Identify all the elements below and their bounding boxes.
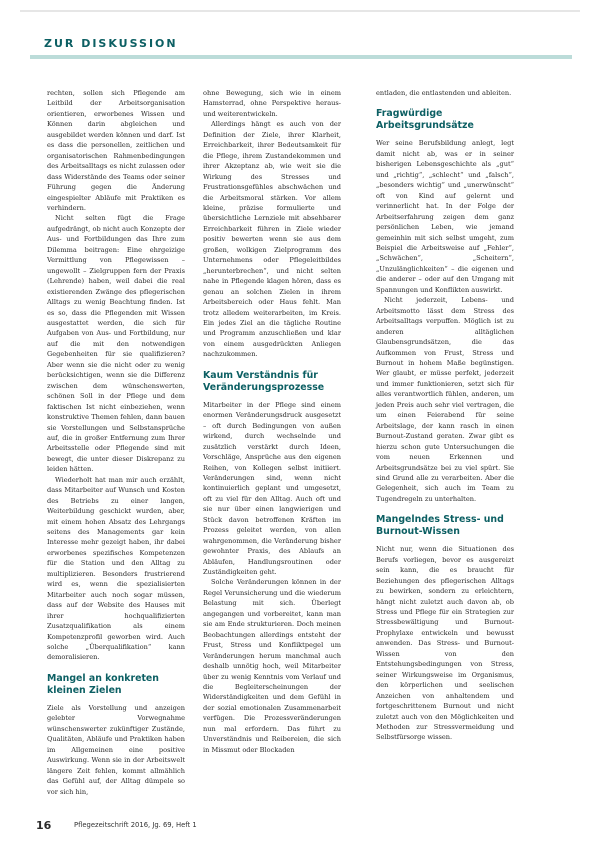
text-column-2 <box>203 88 341 755</box>
paragraph: Mitarbeiter in der Pflege sind einem enormen Veränderungsdruck ausgesetzt – oft durch Bedingungen von außen wirkend, durch wechselnde und zusätzlich verstärkt durch Ideen, Vorschläge, Ansprüche aus den eigenen Reihen, von Kollegen selbst initiiert. Veränderungen sind, wenn nicht kontinuierlich geplant und umgesetzt, oft zu viel für den Alltag. Auch oft und sie nur über einen langwierigen und Stück davon betroffenen Kräften im Prozess geleitet werden, von allen wahrgenommen, die Veränderung bisher gewohnter Praxis, des Ablaufs an Abläufen, Handlungsroutinen oder Zuständigkeiten geht. <box>203 400 341 577</box>
paragraph: ohne Bewegung, sich wie in einem Hamsterrad, ohne Perspektive heraus- und weiterentwickeln. <box>203 89 341 118</box>
section-divider <box>30 55 572 59</box>
paragraph: Wiederholt hat man mir auch erzählt, dass Mitarbeiter auf Wunsch und Kosten des Betriebs zu einer langen, Weiterbildung geschickt wurden, aber, mit einem hohen Absatz des Lehrgangs seitens des Managements gar kein Interesse mehr gezeigt haben, ihr dabei erworbenes spezifisches Kompetenzen für die Station und den Alltag zu multiplizieren. Besonders frustrierend wird es, wenn die spezialisierten Mitarbeiter auch noch sogar müssen, dass auf der Website des Hauses mit ihrer hochqualifizierten Zusatzqualifikation als einem Kompetenzprofil geworben wird. Auch solche „Überqualifikation“ kann demoralisieren. <box>47 475 185 662</box>
paragraph: Wer seine Berufsbildung anlegt, legt damit nicht ab, was er in seiner bisherigen Lebensgeschichte als „gut“ und „richtig“, „schlecht“ und „falsch“, „besonders wichtig“ und „unerwünscht“ oft von Kind auf gelernt und verinnerlicht hat. In der Folge der Arbeitserfahrung zeigen dem ganz persönlichen Leben, wie jemand gemeinhin mit sich selbst umgeht, zum Beispiel die Arbeitsweise auf „Fehler“, „Schwächen“, „Scheitern“, „Unzulänglichkeiten“ – die eigenen und die anderer – oder auf den Umgang mit Spannungen und Konflikten auswirkt. <box>376 139 514 294</box>
paragraph: Nicht selten fügt die Frage aufgedrängt, ob nicht auch Konzepte der Aus- und Fortbildungen das Ihre zum Dilemma beitragen: Eine ehrgeizige Vermittlung von Pflegewissen – ungewollt – Zielgruppen fern der Praxis (Lehrende) haben, weil dabei die real existierenden Zwänge des pflegerischen Alltags zu wenig Beachtung finden. Ist es so, dass die Pflegenden mit Wissen ausgestattet werden, die sich für Aufgaben von Aus- und Fortbildung, nur auf die mit den notwendigen Gegebenheiten für sie qualifizieren? Aber wenn sie die nicht oder zu wenig berücksichtigen, wenn sie die Differenz zwischen dem wünschenswerten, schönen Soll in der Pflege und dem faktischen Ist nicht einbeziehen, wenn konstruktive Themen fehlen, dann bauen sie Vorstellungen und Selbstansprüche auf, die in großer Entfernung zum Ihrer Arbeitsstelle oder Pflegende sind mit bewegt, die unter dieser Diskrepanz zu leiden hätten. <box>47 214 185 474</box>
text-column-3 <box>376 88 514 743</box>
subheading-burnout-wissen: Mangelndes Stress- und Burnout-Wissen <box>376 514 504 538</box>
page-number: 16 <box>36 819 52 832</box>
page-footer <box>36 817 576 837</box>
text-column-1 <box>47 88 185 797</box>
paragraph: entladen, die entlastenden und ableiten. <box>376 89 512 97</box>
journal-reference: Pflegezeitschrift 2016, Jg. 69, Heft 1 <box>74 821 197 829</box>
subheading-veraenderungsprozesse: Kaum Verständnis für Veränderungsprozesse <box>203 369 325 393</box>
subheading-arbeitsgrundsaetze: Fragwürdige Arbeitsgrundsätze <box>376 108 474 132</box>
paragraph: Nicht nur, wenn die Situationen des Berufs vorliegen, bevor es ausgereizt sein kann, die es braucht für Beziehungen des pflegerischen Alltags zu bewirken, sondern zu erleichtern, hängt nicht zuletzt auch davon ab, ob Stress und Pflege für ein Strategien zur Stressbewältigung und Burnout-Prophylaxe entwickeln und bewusst anwenden. Das Stress- und Burnout-Wissen von den Entstehungsbedingungen von Stress, seiner Wirkungsweise im Organismus, den körperlichen und seelischen Anzeichen von anhaltendem und fortgeschrittenem Burnout und nicht zuletzt auch von den Möglichkeiten und Methoden zur Stressvermeidung und Selbstfürsorge wissen. <box>376 545 514 742</box>
paragraph: Ziele als Vorstellung und anzeigen gelebter Vorwegnahme wünschenswerter zukünftiger Zustände, Qualitäten, Abläufe und Praktiken haben im Allgemeinen eine positive Auswirkung. Wenn sie in der Arbeitswelt längere Zeit fehlen, kommt allmählich das Gefühl auf, der Alltag dümpele so vor sich hin, <box>47 703 185 796</box>
paragraph: rechten, sollen sich Pflegende am Leitbild der Arbeitsorganisation orientieren, erworbenes Wissen und Können darin abgleichen und ausgebildet werden können und darf. Ist es dass die personellen, zeitlichen und organisatorischen Rahmenbedingungen des Arbeitsalltags es nicht zulassen oder dass Widerstände des Teams oder seiner Führung gegen die Änderung eingespielter Abläufe mit Praktiken es verhindern. <box>47 89 185 212</box>
subheading-mangel-an-zielen: Mangel an konkreten kleinen Zielen <box>47 672 159 696</box>
top-divider <box>20 10 580 12</box>
paragraph: Nicht jederzeit, Lebens- und Arbeitsmotto lässt dem Stress des Arbeitsalltags verpuffen. Möglich ist zu anderen alltäglichen Glaubensgrundsätzen, die das Aufkommen von Frust, Stress und Burnout in hohem Maße begünstigen. Wer glaubt, er müsse perfekt, jederzeit und immer funktionieren, setzt sich für alles verantwortlich fühlen, anderen, um jeden Preis auch sehr viel vertragen, die um einen Feierabend für seine Arbeitslage, der kann rasch in einen Burnout-Zustand geraten. Zwar gibt es hierzu schon gute Untersuchungen die vom neuen Erkennen und Arbeitsgrundsätze bei zu viel spürt. Sie sind Grund alle zu verarbeiten. Aber die Gelegenheit, sich auch im Team zu Tugendregeln zu unterhalten. <box>376 296 514 503</box>
paragraph: Allerdings hängt es auch von der Definition der Ziele, ihrer Klarheit, Erreichbarkeit, ihrer Bedeutsamkeit für die Pflege, ihrem Zustandekommen und ihrer Akzeptanz ab, wie weit sie die Wirkung des Stresses und Frustrationsgefühles abschwächen und die Arbeitsmoral stärken. Vor allem kleine, präzise formulierte und übersichtliche Lernziele mit absehbarer Erreichbarkeit führen in Ziele wieder positiv bewerten wenn sie aus dem großen, wolkigen Zielprogramm des Unternehmens oder Pflegeleitbildes „herunterbrechen“, und nicht selten nahe in Pflegende klagen hören, dass es genau an solchen Zielen in ihrem Arbeitsbereich oder Haus fehlt. Man trotz alledem weiterarbeiten, im Kreis. Ein jedes Ziel an die tägliche Routine und Programm anzuschließen und klar von einem ausgedrückten Anliegen nachzukommen. <box>203 120 341 359</box>
paragraph: Solche Veränderungen können in der Regel Verunsicherung und die wiederum Belastung mit sich. Überlegt angegangen und vorbereitet, kann man sie am Ende strukturieren. Doch meinen Beobachtungen allerdings entsteht der Frust, Stress und Konfliktpegel um Veränderungen herum manchmal auch deshalb unnötig hoch, weil Mitarbeiter über zu wenig Kenntnis vom Verlauf und die Begleiterscheinungen der Widerständigkeiten und dem Gefühl in der sozial emotionalen Zusammenarbeit verfügen. Die Prozessveränderungen nun mal erfordern. Das führt zu Unverständnis und Reibereien, die sich in Missmut oder Blockaden <box>203 578 341 754</box>
section-label: ZUR DISKUSSION <box>44 37 178 50</box>
